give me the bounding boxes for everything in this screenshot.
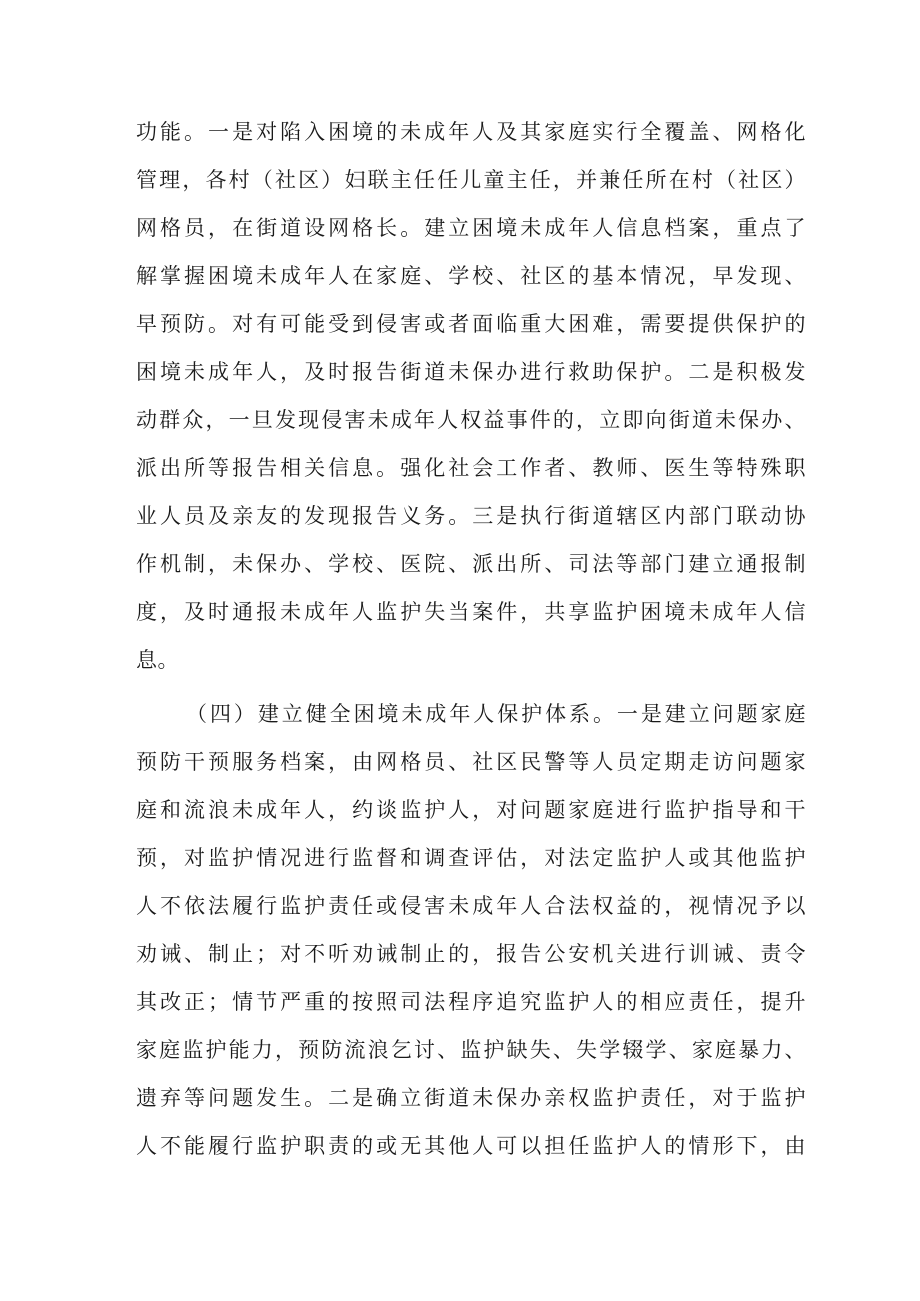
paragraph-line: 动群众，一旦发现侵害未成年人权益事件的，立即向街道未保办、	[136, 408, 806, 432]
paragraph-line: 其改正；情节严重的按照司法程序追究监护人的相应责任，提升	[136, 990, 806, 1014]
paragraph-line: 人不能履行监护职责的或无其他人可以担任监护人的情形下，由	[136, 1134, 806, 1158]
paragraph-line: 家庭监护能力，预防流浪乞讨、监护缺失、失学辍学、家庭暴力、	[136, 1038, 806, 1062]
paragraph-line: 作机制，未保办、学校、医院、派出所、司法等部门建立通报制	[136, 552, 806, 576]
paragraph-line: 人不依法履行监护责任或侵害未成年人合法权益的，视情况予以	[136, 894, 806, 918]
paragraph-line: 预防干预服务档案，由网格员、社区民警等人员定期走访问题家	[136, 750, 806, 774]
paragraph-line: 早预防。对有可能受到侵害或者面临重大困难，需要提供保护的	[136, 312, 806, 336]
paragraph-line: 解掌握困境未成年人在家庭、学校、社区的基本情况，早发现、	[136, 264, 806, 288]
paragraph-line: 业人员及亲友的发现报告义务。三是执行街道辖区内部门联动协	[136, 504, 806, 528]
paragraph-line: 度，及时通报未成年人监护失当案件，共享监护困境未成年人信	[136, 600, 806, 624]
paragraph-line: 庭和流浪未成年人，约谈监护人，对问题家庭进行监护指导和干	[136, 798, 806, 822]
paragraph-line: 功能。一是对陷入困境的未成年人及其家庭实行全覆盖、网格化	[136, 120, 806, 144]
paragraph-line: 派出所等报告相关信息。强化社会工作者、教师、医生等特殊职	[136, 456, 806, 480]
section-heading-line: （四）建立健全困境未成年人保护体系。一是建立问题家庭	[186, 702, 806, 726]
paragraph-line: 网格员，在街道设网格长。建立困境未成年人信息档案，重点了	[136, 216, 806, 240]
paragraph-line: 劝诫、制止；对不听劝诫制止的，报告公安机关进行训诫、责令	[136, 942, 806, 966]
paragraph-line: 预，对监护情况进行监督和调查评估，对法定监护人或其他监护	[136, 846, 806, 870]
paragraph-line: 管理，各村（社区）妇联主任任儿童主任，并兼任所在村（社区）	[136, 168, 806, 192]
paragraph-line: 遗弃等问题发生。二是确立街道未保办亲权监护责任，对于监护	[136, 1086, 806, 1110]
paragraph-line: 息。	[136, 648, 179, 672]
paragraph-line: 困境未成年人，及时报告街道未保办进行救助保护。二是积极发	[136, 360, 806, 384]
